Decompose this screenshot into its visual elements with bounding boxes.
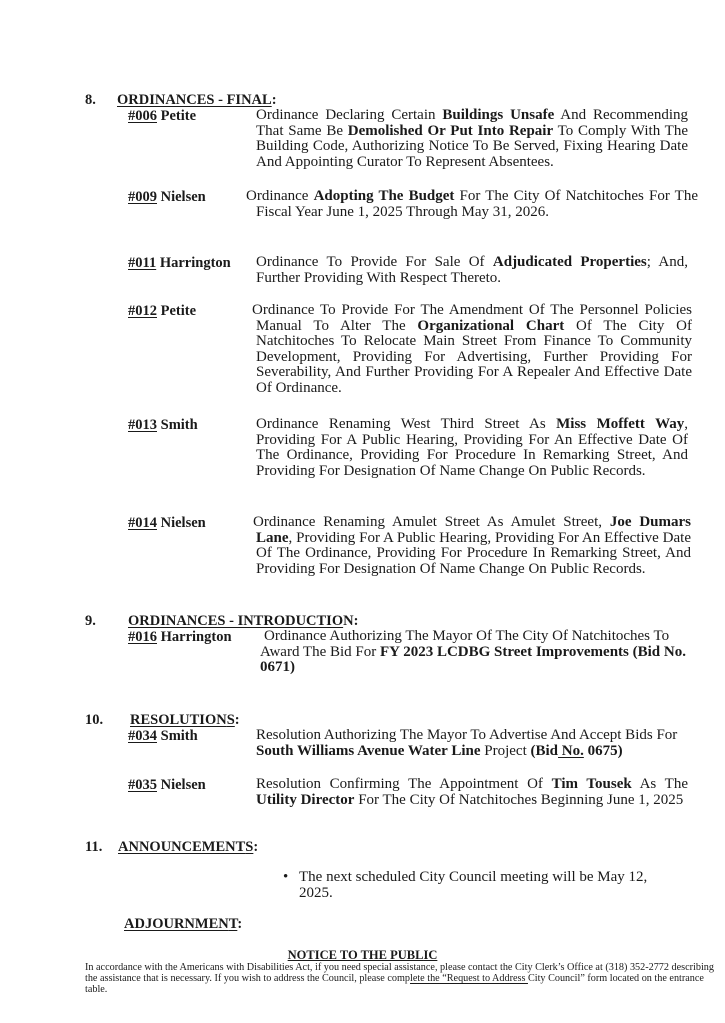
section-heading-ordinances-final: [117, 92, 277, 108]
item-sponsor: Petite: [157, 303, 197, 319]
text-run: And Recommending That Same Be: [256, 107, 688, 139]
item-description: [256, 728, 688, 759]
text-run: Ordinance Renaming West Third Street As: [256, 416, 557, 432]
notice-title-tail: IC: [423, 948, 438, 962]
emphasized-text: Demolished Or Put Into Repair: [347, 122, 554, 139]
item-label: [128, 777, 206, 793]
text-run: ; And, Further Providing With Respect Thereto.: [256, 254, 688, 286]
emphasized-text: Joe Dumars Lane: [256, 514, 691, 546]
text-run: As The: [631, 776, 688, 792]
emphasized-text: Miss Moffett Way: [556, 416, 685, 432]
heading-colon: :: [271, 92, 277, 108]
emphasized-text: Buildings Unsafe: [442, 107, 555, 123]
heading-colon: :: [353, 613, 359, 629]
text-run: Of The City Of Natchitoches To Relocate Main Street From Finance To Community Development, Providing For Advertising, Further Providing For Severability, And Further Providing For A Repealer And Effective Date Of Ordinance.: [256, 317, 692, 396]
item-number: #006: [128, 108, 157, 124]
item-sponsor: Nielsen: [157, 777, 206, 793]
item-label: [128, 728, 198, 744]
item-sponsor: Nielsen: [157, 189, 206, 205]
item-label: [128, 255, 231, 271]
item-label: [128, 108, 196, 124]
heading-tail: S: [245, 839, 254, 855]
adjournment-heading-text: ADJOURNMEN: [124, 916, 229, 932]
notice-title-text: NOTICE TO THE PUBL: [287, 948, 424, 962]
section-heading-text: ANNOUNCEMENT: [118, 839, 246, 855]
item-description: [260, 629, 688, 676]
item-sponsor: Petite: [157, 108, 197, 124]
item-description: [252, 303, 692, 397]
text-run: , Providing For A Public Hearing, Providing For An Effective Date Of The Ordinance, Providing For Procedure In Remarking Street, And Providing For Designation Of Name Change On Public Records.: [256, 416, 688, 479]
item-description: [256, 108, 688, 170]
item-sponsor: Harrington: [157, 629, 232, 645]
emphasized-text: (Bid: [530, 742, 559, 759]
emphasized-text: Organizational Chart: [417, 317, 565, 334]
heading-tail: T: [228, 916, 238, 932]
text-run: For The City Of Natchitoches Beginning June 1, 2025: [354, 791, 684, 808]
item-sponsor: Nielsen: [157, 515, 206, 531]
notice-title: [0, 948, 725, 963]
text-run: , Providing For A Public Hearing, Providing For An Effective Date Of The Ordinance, Providing For Procedure In Remarking Street, And Providing For Designation Of Name Change On Public Records.: [256, 529, 691, 577]
item-description: [246, 189, 698, 220]
text-run: Ordinance Declaring Certain: [256, 107, 443, 123]
item-label: [128, 515, 206, 531]
text-run: Ordinance: [246, 188, 314, 204]
text-run: Resolution Confirming The Appointment Of: [256, 776, 552, 792]
text-run: Resolution Authorizing The Mayor To Advertise And Accept Bids For: [256, 727, 678, 743]
item-description: [256, 777, 688, 808]
notice-text: [85, 962, 715, 996]
section-heading-ordinances-introduction: [128, 613, 358, 629]
section-number: 8.: [85, 92, 96, 108]
emphasized-text: South Williams Avenue Water Line: [256, 742, 481, 759]
section-heading-text: ORDINANCES - FINAL: [117, 92, 272, 108]
text-run: For The City Of Natchitoches For The Fiscal Year June 1, 2025 Through May 31, 2026.: [256, 188, 699, 220]
item-sponsor: Harrington: [156, 255, 231, 271]
emphasized-text: Adjudicated Properties: [492, 254, 647, 270]
heading-tail: S: [226, 712, 235, 728]
notice-text-part: In accordance with the Americans with Disabilities Act, if you need special assistance, please contact the City Clerk’s Office at (318) 352-2772 describing the assistance that is necessary. If you wish to address the Council, please comp: [85, 962, 714, 985]
item-description: [253, 515, 691, 577]
text-run: Ordinance To Provide For Sale Of: [256, 254, 493, 270]
item-number: #035: [128, 777, 157, 793]
emphasized-text: Adopting The Budget: [313, 188, 455, 204]
item-label: [128, 303, 196, 319]
item-description: [256, 417, 688, 479]
emphasized-text: Tim Tousek: [551, 776, 632, 792]
section-heading-text: RESOLUTION: [130, 712, 227, 728]
emphasized-text: FY 2023 LCDBG Street Improvements (Bid No. 0671): [260, 643, 686, 676]
item-description: [256, 255, 688, 286]
item-label: [128, 417, 198, 433]
section-number: 10.: [85, 712, 104, 728]
item-number: #011: [128, 255, 157, 271]
heading-colon: :: [237, 916, 243, 932]
item-sponsor: Smith: [157, 728, 198, 744]
heading-colon: :: [234, 712, 240, 728]
notice-text-part: City Council” form located on the entrance table.: [85, 973, 704, 996]
section-number: 9.: [85, 613, 96, 629]
section-heading-text: ORDINANCES - INTRODUCTIO: [128, 613, 344, 629]
item-number: #016: [128, 629, 157, 645]
item-number: #014: [128, 515, 157, 531]
heading-colon: :: [253, 839, 259, 855]
heading-tail: N: [343, 613, 354, 629]
section-heading-resolutions: [130, 712, 240, 728]
text-run: Ordinance To Provide For The Amendment Of The Personnel Policies Manual To Alter The: [252, 302, 692, 334]
item-label: [128, 189, 206, 205]
emphasized-text: 0675): [583, 742, 623, 759]
bullet-icon: •: [283, 869, 289, 885]
item-number: #013: [128, 417, 157, 433]
request-form-link[interactable]: lete the “Request to Address: [409, 973, 528, 985]
emphasized-text: No.: [558, 742, 584, 759]
item-number: #034: [128, 728, 157, 744]
item-sponsor: Smith: [157, 417, 198, 433]
text-run: Ordinance Authorizing The Mayor Of The City Of Natchitoches To Award The Bid For: [260, 628, 670, 660]
item-number: #012: [128, 303, 157, 319]
item-label: [128, 629, 232, 645]
adjournment-heading: [124, 916, 242, 932]
text-run: To Comply With The Building Code, Authorizing Notice To Be Served, Fixing Hearing Date And Appointing Curator To Represent Absentees.: [256, 122, 689, 170]
announcement-text: The next scheduled City Council meeting will be May 12, 2025.: [299, 869, 648, 901]
item-number: #009: [128, 189, 157, 205]
text-run: Ordinance Renaming Amulet Street As Amulet Street,: [253, 514, 610, 530]
section-number: 11.: [85, 839, 103, 855]
section-heading-announcements: [118, 839, 258, 855]
text-run: Project: [480, 742, 531, 759]
emphasized-text: Utility Director: [256, 791, 355, 808]
